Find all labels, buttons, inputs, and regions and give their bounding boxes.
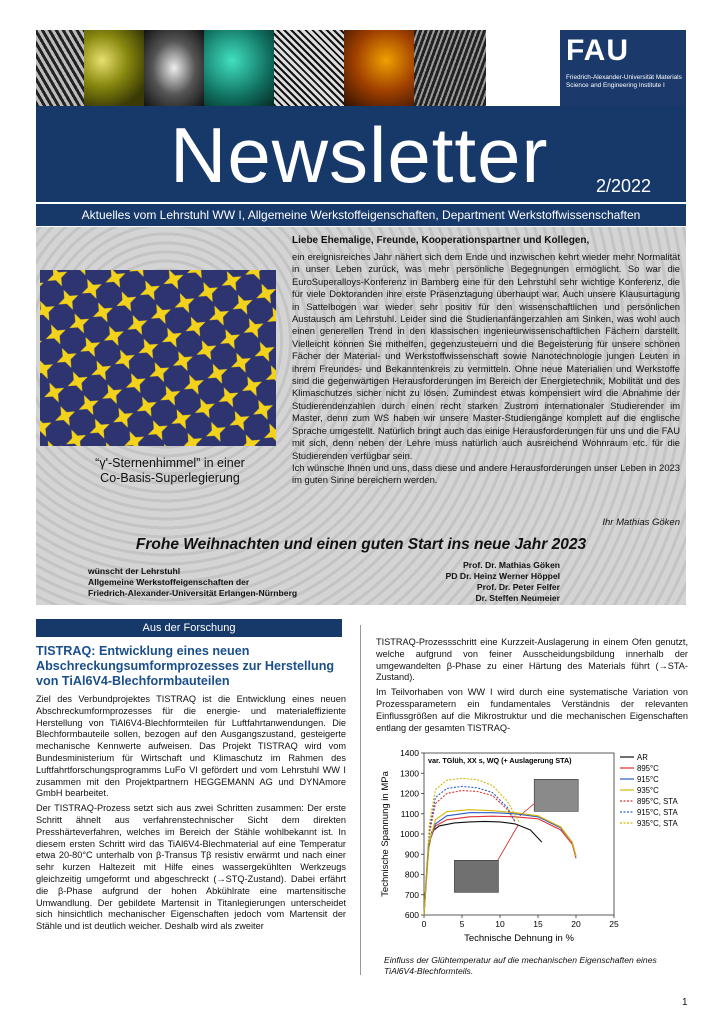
micrograph-tile-4 bbox=[204, 30, 274, 106]
y-tick-label: 1200 bbox=[400, 788, 419, 799]
article-column-2: TISTRAQ-Prozessschritt eine Kurzzeit-Auslagerung in einem Ofen genutzt, welche aufgrund von feiner Ausscheidungsbildung innerhalb der umgewandelten β-Phase zu einer Härtung des Materials führt (→STA-Zustand). Im Teilvorhaben von WW I wird durch eine systematische Variation von Prozessparametern ein fundamentales Verständnis der relevanten Einflussgrößen auf die Mikrostruktur und die mechanischen Eigenschaften entlang der gesamten TISTRAQ- bbox=[376, 637, 688, 733]
stress-strain-chart bbox=[376, 745, 688, 950]
article-column-1: Ziel des Verbundprojektes TISTRAQ ist die Entwicklung eines neuen Abschreckumformprozesses für die energie- und materialeffiziente Herstellung von TiAl6V4-Blechformteilen für Luftfahrtanwendungen. Die Blechformbauteile sollen, bezogen auf den Ausgangszustand, gesteigerte mechanische Kennwerte aufweisen. Das Projekt TISTRAQ wird vom Bundesministerium für Wirtschaft und Klimaschutz im Rahmen des Luftfahrtforschungsprogramms LuFo VI gefördert und vom Lehrstuhl WW I zusammen mit den Projektpartnern HEGGEMANN AG und DYNAmore GmbH bearbeitet. Der TISTRAQ-Prozess setzt sich aus zwei Schritten zusammen: Der erste Schritt ähnelt aus verfahrenstechnischer Sicht dem direkten Presshärteverfahren, welches im Bereich der Stähle wohlbekannt ist. In diesem ersten Schritt wird das TiAl6V4-Blechmaterial auf eine Temperatur etwa 20-80°C unterhalb von β-Transus Tβ resistiv erwärmt und nach einer sehr kurzen Haltezeit mit Hilfe eines wassergekühlten Werkzeugs gleichzeitig umgeformt und abgeschreckt (→STQ-Zustand). Dabei erfährt die β-Phase aufgrund der hohen Abkühlrate eine martensitische Umwandlung. Der gebildete Martensit in Titanlegierungen unterscheidet sich hinsichtlich mechanischer Eigenschaften jedoch vom Martensit der Stähle und ist deutlich weicher. Deshalb wird als zweiter bbox=[36, 694, 346, 932]
newsletter-title: Newsletter bbox=[170, 111, 549, 199]
x-tick-label: 20 bbox=[571, 919, 581, 929]
x-axis-label: Technische Dehnung in % bbox=[464, 933, 574, 944]
micrograph-inset-stq bbox=[454, 860, 498, 892]
legend-label: 935°C bbox=[637, 786, 659, 795]
y-tick-label: 1300 bbox=[400, 768, 419, 779]
photo-caption: “γ'-Sternenhimmel” in einer Co-Basis-Superlegierung bbox=[95, 456, 245, 485]
x-tick-label: 10 bbox=[495, 919, 505, 929]
y-tick-label: 900 bbox=[404, 849, 419, 860]
greeting-sender: wünscht der Lehrstuhl Allgemeine Werkstoffeigenschaften der Friedrich-Alexander-Universität Erlangen-Nürnberg bbox=[88, 566, 298, 598]
y-tick-label: 700 bbox=[404, 889, 419, 900]
legend-label: 915°C bbox=[637, 775, 659, 784]
x-tick-label: 15 bbox=[533, 919, 543, 929]
micrograph-tile-5 bbox=[274, 30, 344, 106]
y-tick-label: 1400 bbox=[400, 748, 419, 758]
micrograph-inset-sta bbox=[534, 779, 578, 811]
letter-signature: Ihr Mathias Göken bbox=[602, 517, 680, 528]
fau-logo-block bbox=[560, 30, 686, 106]
chart-title: var. TGlüh, XX s, WQ (+ Auslagerung STA) bbox=[428, 756, 572, 765]
page-number: 1 bbox=[682, 997, 688, 1008]
y-tick-label: 1100 bbox=[400, 808, 419, 819]
legend-label: 915°C, STA bbox=[637, 808, 678, 817]
micrograph-tile-2 bbox=[84, 30, 144, 106]
x-tick-label: 25 bbox=[609, 919, 619, 929]
institute-name: Friedrich-Alexander-Universität Materials Science and Engineering Institute I bbox=[566, 74, 682, 89]
signatory: Dr. Steffen Neumeier bbox=[475, 593, 560, 603]
y-axis-label: Technische Spannung in MPa bbox=[380, 771, 391, 897]
signatory-names bbox=[400, 560, 560, 604]
season-greeting: Frohe Weihnachten und einen guten Start ins neue Jahr 2023 bbox=[135, 536, 587, 553]
column-divider bbox=[360, 625, 361, 975]
micrograph-tile-6 bbox=[344, 30, 414, 106]
issue-number: 2/2022 bbox=[596, 176, 652, 196]
figure-caption: Einfluss der Glühtemperatur auf die mechanischen Eigenschaften eines TiAl6V4-Blechformteils. bbox=[384, 955, 657, 976]
x-tick-label: 0 bbox=[421, 919, 427, 929]
legend-label: 895°C, STA bbox=[637, 797, 678, 806]
legend-label: AR bbox=[637, 753, 648, 762]
micrograph-tile-7 bbox=[414, 30, 486, 106]
micrograph-tile-1 bbox=[36, 30, 84, 106]
fau-logo: FAU bbox=[566, 34, 629, 67]
y-tick-label: 800 bbox=[404, 869, 419, 880]
y-tick-label: 600 bbox=[404, 910, 419, 920]
signatory: Prof. Dr. Mathias Göken bbox=[463, 560, 560, 570]
section-header: Aus der Forschung bbox=[36, 619, 342, 637]
legend-label: 935°C, STA bbox=[637, 819, 678, 828]
signatory: Prof. Dr. Peter Felfer bbox=[476, 582, 560, 592]
y-tick-label: 1000 bbox=[400, 829, 419, 839]
plot-area bbox=[424, 753, 614, 915]
micrograph-tile-3 bbox=[144, 30, 204, 106]
subtitle-band: Aktuelles vom Lehrstuhl WW I, Allgemeine Werkstoffeigenschaften, Department Werkstoffwissenschaften bbox=[36, 204, 686, 226]
letter-body: ein ereignisreiches Jahr nähert sich dem Ende und inzwischen kehrt wieder mehr Normalität in unser Leben zurück, was mehr persönliche Begegnungen ermöglicht. So war die EuroSuperalloys-Konferenz in Bamberg eine für den Lehrstuhl sehr wichtige Konferenz, die für viele Doktoranden ihre erste Präsenztagung überhaupt war. Auch unsere Klausurtagung in Sattelbogen war wieder sehr positiv für den wissenschaftlichen und persönlichen Austausch am Lehrstuhl. Leider sind die Studienanfängerzahlen am Sinken, was wohl auch einen generellen Trend in den klassischen ingenieurwissenschaftlichen Fächern darstellt. Vielleicht können Sie mithelfen, gegenzusteuern und die Begeisterung für unsere schönen Fächer der Material- und Werkstoffwissenschaft sowie Nanotechnologie jungen Leuten in ihrem Freundes- und Bekanntenkreis zu vermitteln. Ohne neue Materialien und Werkstoffe sind die gegenwärtigen Herausforderungen im Bereich der Energietechnik, Mobilität und des Klimaschutzes sicher nicht zu lösen. Zumindest etwas kompensiert wird die Abnahme der Studierendenzahlen durch einen recht starken Zustrom internationaler Studierender im Master, denn zum WS haben wir unsere Master-Studiengänge komplett auf die englische Sprache umgestellt. Natürlich bringt auch das einige Herausforderungen für uns und die FAU mit sich, denn neben der Lehre muss natürlich auch ausreichend Wohnraum etc. für die Studierenden verfügbar sein. Ich wünsche Ihnen und uns, dass diese und andere Herausforderungen unser Leben in 2023 im guten Sinne bereichern werden. bbox=[292, 251, 680, 486]
signatory: PD Dr. Heinz Werner Höppel bbox=[445, 571, 560, 581]
microstructure-photo bbox=[40, 270, 276, 446]
letter-salutation: Liebe Ehemalige, Freunde, Kooperationspartner und Kollegen, bbox=[292, 235, 590, 246]
legend-label: 895°C bbox=[637, 764, 659, 773]
article-title: TISTRAQ: Entwicklung eines neuen Abschreckungsumformprozesses zur Herstellung von TiAl6V4-Blechformbauteilen bbox=[36, 644, 335, 688]
x-tick-label: 5 bbox=[459, 919, 465, 929]
